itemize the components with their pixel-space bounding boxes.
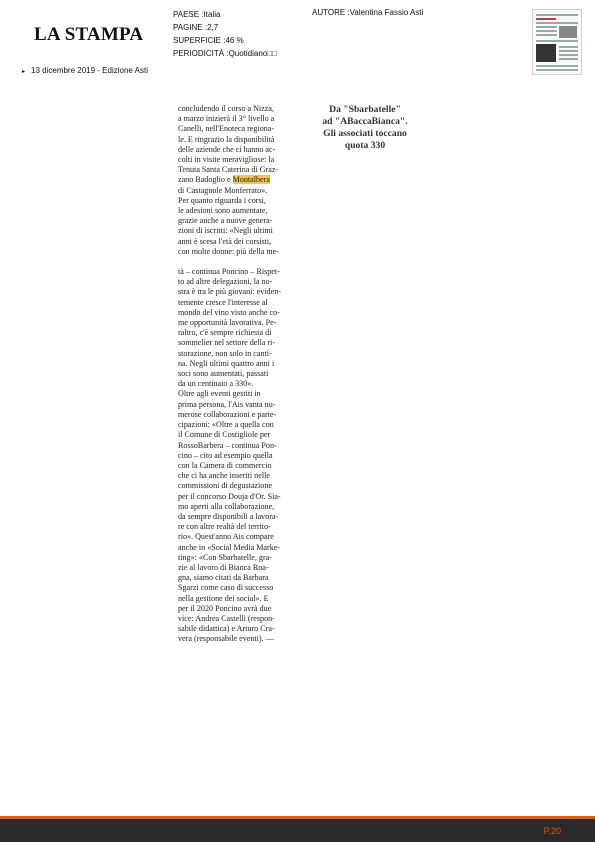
meta-country: PAESE :Italia <box>173 10 221 19</box>
footer-bar <box>0 816 595 842</box>
article-continuation <box>178 267 300 645</box>
article-line: Oltre agli eventi gestiti in <box>178 389 261 399</box>
article-line: zie al lavoro di Bianca Roa- <box>178 562 269 572</box>
article-line: re con altre realtà del territo- <box>178 522 271 532</box>
date-line <box>22 66 148 75</box>
article-line: merose collaborazioni e parte- <box>178 409 277 419</box>
sidebar-line: Gli associati toccano <box>323 128 407 139</box>
article-line: me opportunità lavorativa. Pe- <box>178 318 277 328</box>
article-line: commissioni di degustazione <box>178 481 272 491</box>
article-line-highlight <box>178 175 300 185</box>
arrow-icon: ▸ <box>22 69 26 75</box>
page-number: P.20 <box>543 826 561 836</box>
article-line: sommelier nel settore della ri- <box>178 338 276 348</box>
article-line: per il 2020 Poncino avrà due <box>178 603 272 613</box>
article-line: cino – cito ad esempio quella <box>178 450 273 460</box>
article-line: mo aperti alla collaborazione, <box>178 501 275 511</box>
article-line: che ci ha anche inseriti nelle <box>178 471 270 481</box>
meta-pages: PAGINE :2,7 <box>173 23 219 32</box>
article-line: ting»: «Con Sbarbatelle, gra- <box>178 552 272 562</box>
article-line: Per quanto riguarda i corsi, <box>178 195 266 205</box>
article-line: Tenuta Santa Caterina di Graz- <box>178 165 279 175</box>
author-line: AUTORE :Valentina Fassio Asti <box>312 8 424 17</box>
article-line: anni è scesa l'età dei corsisti, <box>178 236 272 246</box>
article-line: stra è tra le più giovani: eviden- <box>178 287 281 297</box>
article-line: da sempre disponibili a lavora- <box>178 511 279 521</box>
article-line: prima persona, l'Ais vanta nu- <box>178 399 276 409</box>
article-line: storazione, non solo in canti- <box>178 348 272 358</box>
article-line: cipazioni: «Oltre a quella con <box>178 420 274 430</box>
page-thumbnail[interactable] <box>532 9 582 75</box>
article-line: temente cresce l'interesse al <box>178 297 268 307</box>
article-line: da un centinaio a 330». <box>178 379 254 389</box>
column-break <box>178 257 300 267</box>
footer-accent-line <box>0 816 595 819</box>
meta-periodicity: PERIODICITÀ :Quotidiano□□ <box>173 49 277 58</box>
article-line: con molte donne: più della me- <box>178 246 279 256</box>
highlighted-keyword: Montalbera <box>232 175 270 185</box>
article-line: grazie anche a nuove genera- <box>178 216 273 226</box>
sidebar-line: Da "Sbarbatelle" <box>329 104 401 115</box>
article-line: Sgarzi come caso di successo <box>178 583 274 593</box>
article-body <box>178 104 300 645</box>
article-text: zano Badoglio e <box>178 175 233 185</box>
article-line: sabile didattica) e Arturo Cra- <box>178 624 275 634</box>
meta-surface: SUPERFICIE :46 % <box>173 36 244 45</box>
article-line: mondo del vino visto anche co- <box>178 307 280 317</box>
article-line: gna, siamo citati da Barbara <box>178 573 269 583</box>
article-line: le adesioni sono aumentate, <box>178 206 268 216</box>
article-line: Canelli, nell'Enoteca regiona- <box>178 124 275 134</box>
metadata-block <box>173 8 277 60</box>
article-line: zioni di iscritti: «Negli ultimi <box>178 226 273 236</box>
article-line: di Castagnole Monferrato». <box>178 185 268 195</box>
article-line: per il concorso Douja d'Or. Sia- <box>178 491 281 501</box>
article-line: delle aziende che ci hanno ac- <box>178 144 276 154</box>
article-line: nella gestione dei social». E <box>178 593 269 603</box>
article-line: anche in «Social Media Marke- <box>178 542 281 552</box>
article-line: RossoBarbera – continua Pon- <box>178 440 277 450</box>
article-line: a marzo inizierà il 3° livello a <box>178 114 275 124</box>
article-line: rio». Quest'anno Ais compare <box>178 532 274 542</box>
article-line: tà – continua Poncino – Rispet- <box>178 267 280 277</box>
sidebar-line: ad "ABaccaBianca". <box>322 116 408 127</box>
sidebar-headline <box>303 104 427 152</box>
sidebar-line: quota 330 <box>344 140 386 151</box>
date-text: 13 dicembre 2019 - Edizione Asti <box>31 66 148 75</box>
article-line: con la Camera di commercio <box>178 460 272 470</box>
article-line: to ad altre delegazioni, la no- <box>178 277 273 287</box>
article-line: colti in visite meravigliose: la <box>178 155 275 165</box>
article-line: na. Negli ultimi quattro anni i <box>178 358 275 368</box>
article-line: soci sono aumentati, passati <box>178 369 269 379</box>
article-line: concludendo il corso a Nizza, <box>178 104 274 113</box>
newspaper-logo: LA STAMPA <box>34 24 144 45</box>
article-line: vera (responsabile eventi). — <box>178 634 274 644</box>
article-line: le. E ringrazio la disponibilità <box>178 134 275 144</box>
article-line: raltro, c'è sempre richiesta di <box>178 328 272 338</box>
article-line: vice: Andrea Castelli (respon- <box>178 613 275 623</box>
article-line: il Comune di Costigliole per <box>178 430 271 440</box>
